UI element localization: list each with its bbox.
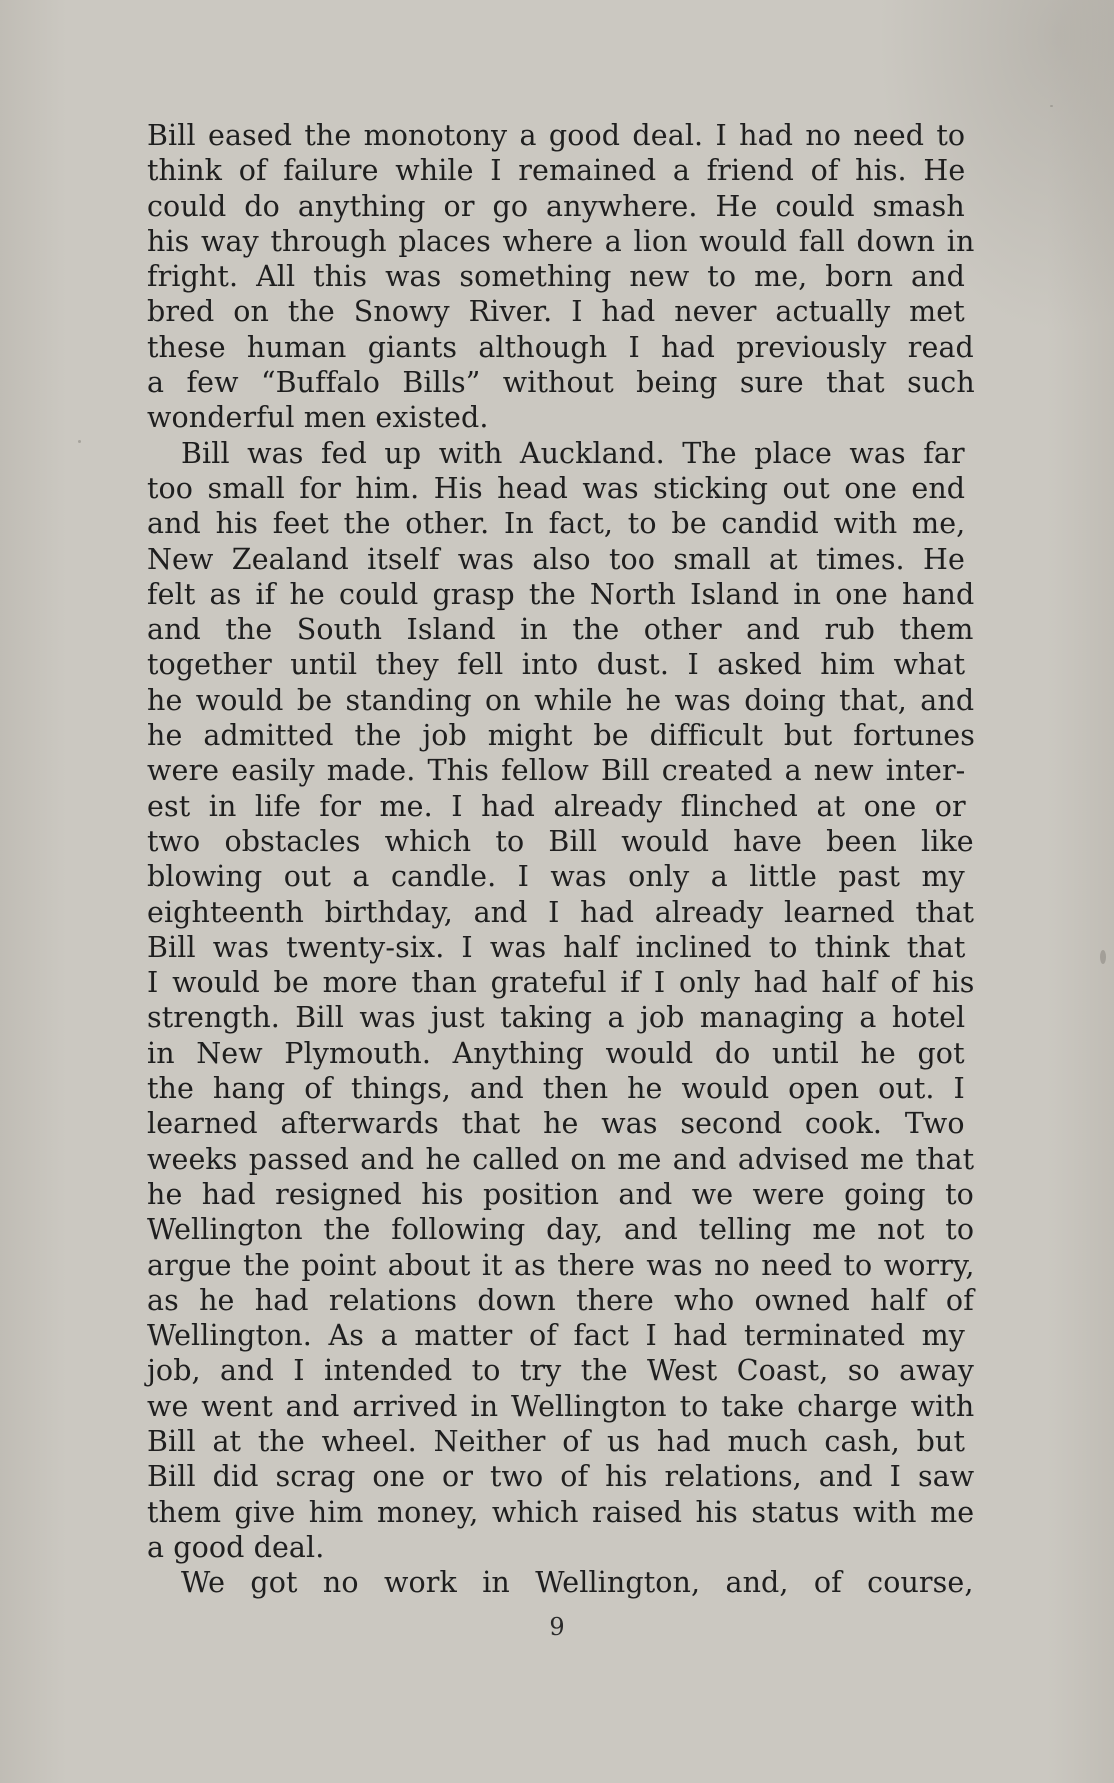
text-line: I would be more than grateful if I only had half of his	[147, 966, 975, 1000]
text-line: Bill was fed up with Auckland. The place was far	[181, 436, 965, 470]
text-line: Wellington the following day, and telling me not to	[147, 1213, 975, 1247]
text-line: in New Plymouth. Anything would do until he got	[147, 1036, 965, 1070]
text-line: two obstacles which to Bill would have been like	[147, 824, 974, 858]
text-line: the hang of things, and then he would open out. I	[147, 1072, 965, 1106]
text-line: a few “Buffalo Bills” without being sure that such	[147, 366, 975, 400]
paper-speck	[1050, 105, 1053, 107]
text-line: he admitted the job might be difficult but fortunes	[147, 719, 975, 753]
text-line: as he had relations down there who owned half of	[147, 1283, 974, 1317]
text-line: We got no work in Wellington, and, of course,	[181, 1566, 974, 1600]
text-line: together until they fell into dust. I asked him what	[147, 648, 966, 682]
text-line: argue the point about it as there was no need to worry,	[147, 1248, 975, 1282]
text-line: were easily made. This fellow Bill created a new inter-	[147, 754, 966, 788]
text-line: we went and arrived in Wellington to take charge with	[147, 1389, 975, 1423]
text-line: these human giants although I had previously read	[147, 330, 974, 364]
text-line: he had resigned his position and we were going to	[147, 1177, 974, 1211]
text-line: eighteenth birthday, and I had already learned that	[147, 895, 975, 929]
paper-speck	[78, 440, 81, 443]
text-line: Wellington. As a matter of fact I had terminated my	[147, 1319, 965, 1353]
page-number: 9	[549, 1613, 565, 1641]
body-text	[147, 118, 975, 1600]
text-line: fright. All this was something new to me, born and	[147, 260, 965, 294]
text-line: and the South Island in the other and rub them	[147, 613, 974, 647]
text-line: Bill was twenty-six. I was half inclined to think that	[147, 930, 966, 964]
text-line: Bill eased the monotony a good deal. I had no need to	[147, 119, 966, 152]
text-line: est in life for me. I had already flinched at one or	[147, 789, 966, 823]
text-line: job, and I intended to try the West Coast, so away	[147, 1354, 974, 1388]
text-line: he would be standing on while he was doing that, and	[147, 683, 975, 717]
text-line: wonderful men existed.	[147, 401, 489, 435]
text-line: blowing out a candle. I was only a little past my	[147, 860, 965, 894]
text-line: weeks passed and he called on me and advised me that	[147, 1142, 975, 1176]
text-line: a good deal.	[147, 1530, 325, 1564]
text-line: Bill at the wheel. Neither of us had much cash, but	[147, 1424, 965, 1458]
paragraph-3	[147, 1565, 974, 1600]
text-line: bred on the Snowy River. I had never actually met	[147, 295, 965, 329]
text-line: Bill did scrag one or two of his relations, and I saw	[147, 1460, 975, 1494]
text-line: think of failure while I remained a friend of his. He	[147, 154, 966, 188]
paper-speck	[1100, 950, 1106, 964]
text-line: New Zealand itself was also too small at times. He	[147, 542, 965, 576]
text-line: strength. Bill was just taking a job managing a hotel	[147, 1001, 966, 1035]
text-line: them give him money, which raised his status with me	[147, 1495, 975, 1529]
text-line: too small for him. His head was sticking out one end	[147, 471, 966, 505]
text-line: his way through places where a lion would fall down in	[147, 224, 975, 258]
text-line: felt as if he could grasp the North Island in one hand	[147, 577, 975, 611]
paragraph-1	[147, 118, 975, 436]
paragraph-2	[147, 436, 975, 1566]
text-line: learned afterwards that he was second cook. Two	[147, 1107, 965, 1141]
text-line: and his feet the other. In fact, to be candid with me,	[147, 507, 966, 541]
text-line: could do anything or go anywhere. He could smash	[147, 189, 965, 223]
